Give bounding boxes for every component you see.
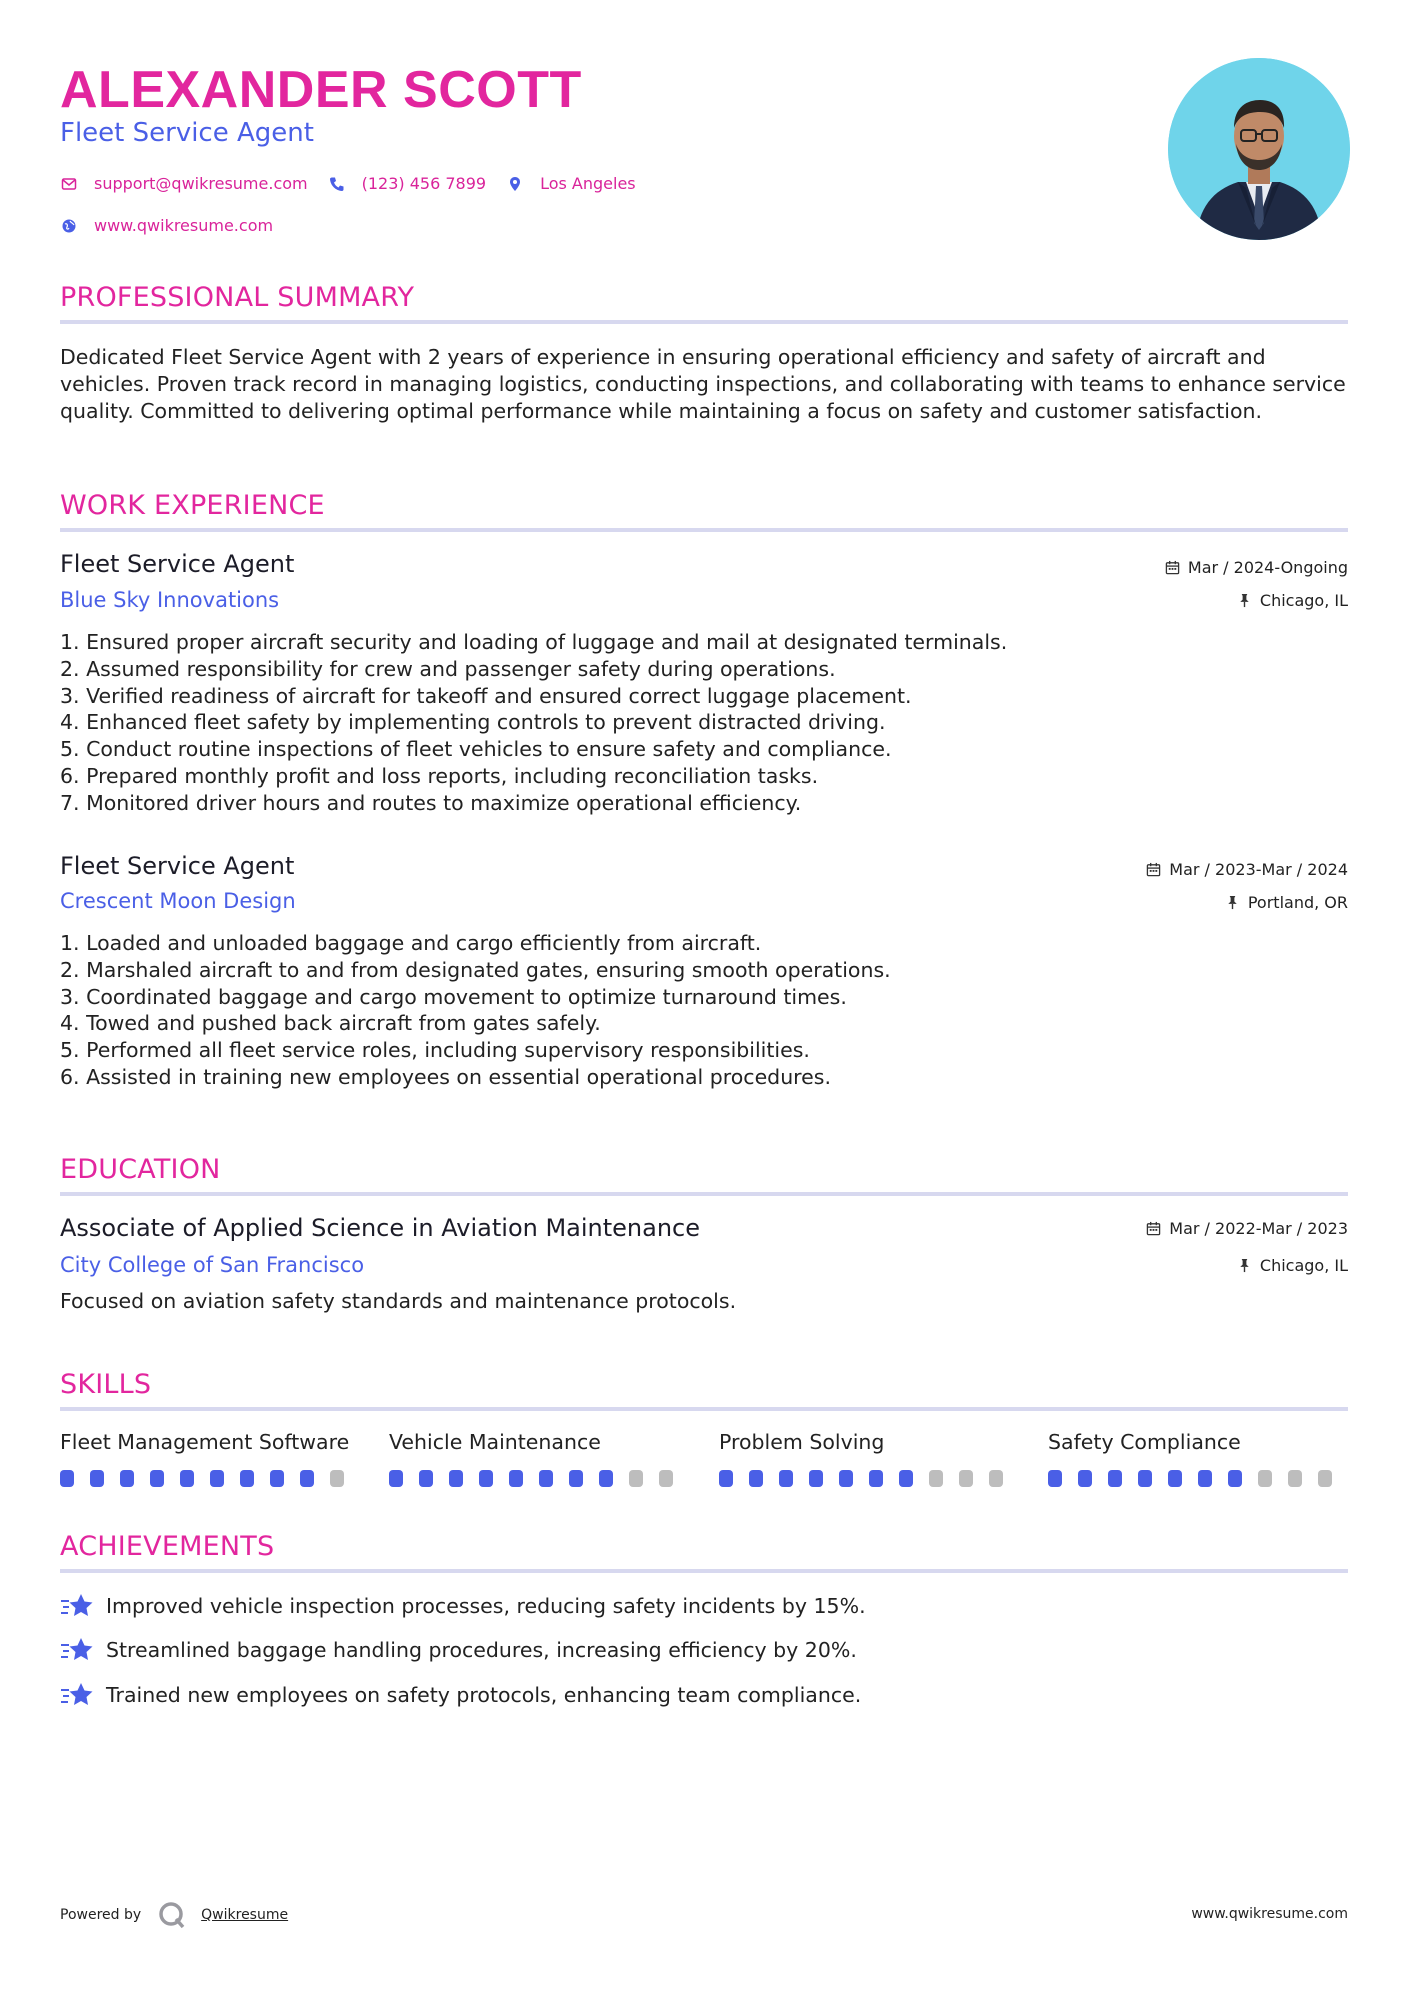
skill-dot-filled — [449, 1470, 463, 1487]
skill-level-dots — [719, 1470, 1019, 1487]
skill-dot-filled — [899, 1470, 913, 1487]
section-divider — [60, 1407, 1348, 1411]
skill-dot-empty — [330, 1470, 344, 1487]
achievement-item — [60, 1636, 857, 1664]
skill-level-dots — [389, 1470, 689, 1487]
list-item: 3. Coordinated baggage and cargo movement to optimize turnaround times. — [60, 984, 847, 1009]
skill-dot-empty — [659, 1470, 673, 1487]
candidate-role: Fleet Service Agent — [60, 118, 314, 148]
education-location-text: Chicago, IL — [1259, 1256, 1348, 1275]
summary-text: Dedicated Fleet Service Agent with 2 years of experience in ensuring operational efficiency and safety of aircraft and vehicles. Proven track record in managing logistics, conducting inspections, and collaborating with teams to enhance service quality. Committed to delivering optimal performance while maintaining a focus on safety and customer satisfaction. — [60, 345, 1346, 423]
skill-dot-empty — [1318, 1470, 1332, 1487]
profile-photo — [1168, 58, 1350, 240]
website-text: www.qwikresume.com — [94, 216, 274, 235]
skill-dot-filled — [1168, 1470, 1182, 1487]
education-dates-text: Mar / 2022-Mar / 2023 — [1169, 1219, 1348, 1238]
achievement-item — [60, 1592, 866, 1620]
skill-dot-filled — [719, 1470, 733, 1487]
education-degree: Associate of Applied Science in Aviation Maintenance — [60, 1214, 701, 1242]
job-bullets — [60, 629, 1260, 817]
skill-dot-filled — [809, 1470, 823, 1487]
achievement-text: Trained new employees on safety protocols, enhancing team compliance. — [106, 1683, 862, 1707]
education-description: Focused on aviation safety standards and maintenance protocols. — [60, 1289, 737, 1313]
skill-name: Safety Compliance — [1048, 1430, 1241, 1454]
skill-item — [1048, 1430, 1348, 1487]
skill-dot-filled — [120, 1470, 134, 1487]
pushpin-icon — [1225, 895, 1240, 910]
skill-dot-filled — [1078, 1470, 1092, 1487]
skill-dot-filled — [1198, 1470, 1212, 1487]
job-company: Crescent Moon Design — [60, 889, 296, 913]
list-item: 1. Loaded and unloaded baggage and cargo efficiently from aircraft. — [60, 931, 762, 955]
contact-email[interactable] — [60, 174, 308, 193]
skill-dot-filled — [210, 1470, 224, 1487]
section-title-skills: SKILLS — [60, 1369, 152, 1400]
skill-dot-filled — [1048, 1470, 1062, 1487]
list-item: 2. Assumed responsibility for crew and passenger safety during operations. — [60, 656, 836, 681]
skill-dot-filled — [240, 1470, 254, 1487]
candidate-name: ALEXANDER SCOTT — [60, 61, 582, 119]
calendar-icon — [1146, 1221, 1161, 1236]
skill-dot-filled — [1138, 1470, 1152, 1487]
skill-dot-filled — [90, 1470, 104, 1487]
list-item: 1. Ensured proper aircraft security and loading of luggage and mail at designated terminals. — [60, 630, 1008, 654]
job-dates-text: Mar / 2023-Mar / 2024 — [1169, 860, 1348, 879]
location-text: Los Angeles — [540, 174, 636, 193]
globe-icon — [60, 217, 78, 235]
star-icon — [60, 1636, 94, 1664]
contact-location — [506, 174, 636, 193]
education-location — [1237, 1256, 1348, 1275]
achievement-text: Improved vehicle inspection processes, reducing safety incidents by 15%. — [106, 1594, 866, 1618]
list-item: 4. Enhanced fleet safety by implementing controls to prevent distracted driving. — [60, 710, 886, 735]
job-location — [1225, 893, 1348, 912]
calendar-icon — [1165, 560, 1180, 575]
section-title-education: EDUCATION — [60, 1154, 221, 1185]
skill-dot-filled — [389, 1470, 403, 1487]
skill-dot-filled — [569, 1470, 583, 1487]
section-title-summary: PROFESSIONAL SUMMARY — [60, 282, 415, 313]
education-dates — [1146, 1219, 1348, 1238]
skill-dot-filled — [270, 1470, 284, 1487]
skill-item — [389, 1430, 689, 1487]
skill-dot-filled — [839, 1470, 853, 1487]
skill-level-dots — [60, 1470, 360, 1487]
list-item: 6. Prepared monthly profit and loss reports, including reconciliation tasks. — [60, 763, 819, 788]
phone-icon — [328, 175, 346, 193]
calendar-icon — [1146, 862, 1161, 877]
section-divider — [60, 1192, 1348, 1196]
pushpin-icon — [1237, 593, 1252, 608]
skill-dot-filled — [779, 1470, 793, 1487]
section-divider — [60, 320, 1348, 324]
skill-dot-filled — [419, 1470, 433, 1487]
skill-dot-empty — [1258, 1470, 1272, 1487]
star-icon — [60, 1681, 94, 1709]
skill-name: Fleet Management Software — [60, 1430, 350, 1454]
skill-name: Problem Solving — [719, 1430, 885, 1454]
powered-by-text: Powered by — [60, 1907, 142, 1923]
list-item: 6. Assisted in training new employees on essential operational procedures. — [60, 1064, 831, 1089]
section-title-experience: WORK EXPERIENCE — [60, 490, 325, 521]
footer-powered-by — [60, 1900, 288, 1930]
list-item: 7. Monitored driver hours and routes to maximize operational efficiency. — [60, 790, 802, 815]
section-divider — [60, 528, 1348, 532]
skill-dot-filled — [869, 1470, 883, 1487]
achievement-text: Streamlined baggage handling procedures, increasing efficiency by 20%. — [106, 1638, 857, 1662]
list-item: 5. Performed all fleet service roles, including supervisory responsibilities. — [60, 1038, 810, 1063]
footer-url[interactable]: www.qwikresume.com — [1191, 1906, 1348, 1922]
job-company: Blue Sky Innovations — [60, 588, 280, 612]
job-location-text: Portland, OR — [1247, 893, 1348, 912]
achievement-item — [60, 1681, 861, 1709]
list-item: 2. Marshaled aircraft to and from designated gates, ensuring smooth operations. — [60, 957, 891, 982]
envelope-icon — [60, 175, 78, 193]
pushpin-icon — [1237, 1258, 1252, 1273]
skill-dot-filled — [1228, 1470, 1242, 1487]
contact-phone[interactable] — [328, 174, 486, 193]
qwikresume-link[interactable]: Qwikresume — [201, 1907, 289, 1923]
skill-dot-filled — [539, 1470, 553, 1487]
contact-row-website — [60, 216, 293, 235]
skill-dot-filled — [180, 1470, 194, 1487]
qwikresume-logo — [157, 1900, 187, 1930]
skill-item — [60, 1430, 360, 1487]
job-location — [1237, 591, 1348, 610]
skill-dot-filled — [509, 1470, 523, 1487]
skill-dot-empty — [1288, 1470, 1302, 1487]
phone-text: (123) 456 7899 — [361, 174, 487, 193]
skill-dot-filled — [479, 1470, 493, 1487]
job-title: Fleet Service Agent — [60, 550, 295, 578]
skill-name: Vehicle Maintenance — [389, 1430, 601, 1454]
job-dates — [1146, 860, 1348, 879]
skill-dot-filled — [300, 1470, 314, 1487]
map-pin-icon — [506, 175, 524, 193]
skill-dot-filled — [1108, 1470, 1122, 1487]
skill-dot-filled — [150, 1470, 164, 1487]
list-item: 5. Conduct routine inspections of fleet vehicles to ensure safety and compliance. — [60, 737, 892, 762]
contact-website[interactable] — [60, 216, 273, 235]
skill-dot-empty — [989, 1470, 1003, 1487]
skill-dot-empty — [929, 1470, 943, 1487]
star-icon — [60, 1592, 94, 1620]
skill-dot-filled — [749, 1470, 763, 1487]
list-item: 3. Verified readiness of aircraft for takeoff and ensured correct luggage placement. — [60, 683, 912, 708]
list-item: 4. Towed and pushed back aircraft from gates safely. — [60, 1011, 601, 1036]
contact-row — [60, 174, 656, 193]
skill-dot-empty — [629, 1470, 643, 1487]
email-text: support@qwikresume.com — [94, 174, 308, 193]
job-title: Fleet Service Agent — [60, 852, 295, 880]
education-school: City College of San Francisco — [60, 1253, 365, 1277]
job-bullets — [60, 930, 1260, 1091]
job-location-text: Chicago, IL — [1259, 591, 1348, 610]
job-dates-text: Mar / 2024-Ongoing — [1187, 558, 1348, 577]
job-dates — [1165, 558, 1348, 577]
skill-level-dots — [1048, 1470, 1348, 1487]
skill-dot-filled — [599, 1470, 613, 1487]
section-title-achievements: ACHIEVEMENTS — [60, 1531, 275, 1562]
skill-dot-empty — [959, 1470, 973, 1487]
skill-item — [719, 1430, 1019, 1487]
section-divider — [60, 1569, 1348, 1573]
skill-dot-filled — [60, 1470, 74, 1487]
